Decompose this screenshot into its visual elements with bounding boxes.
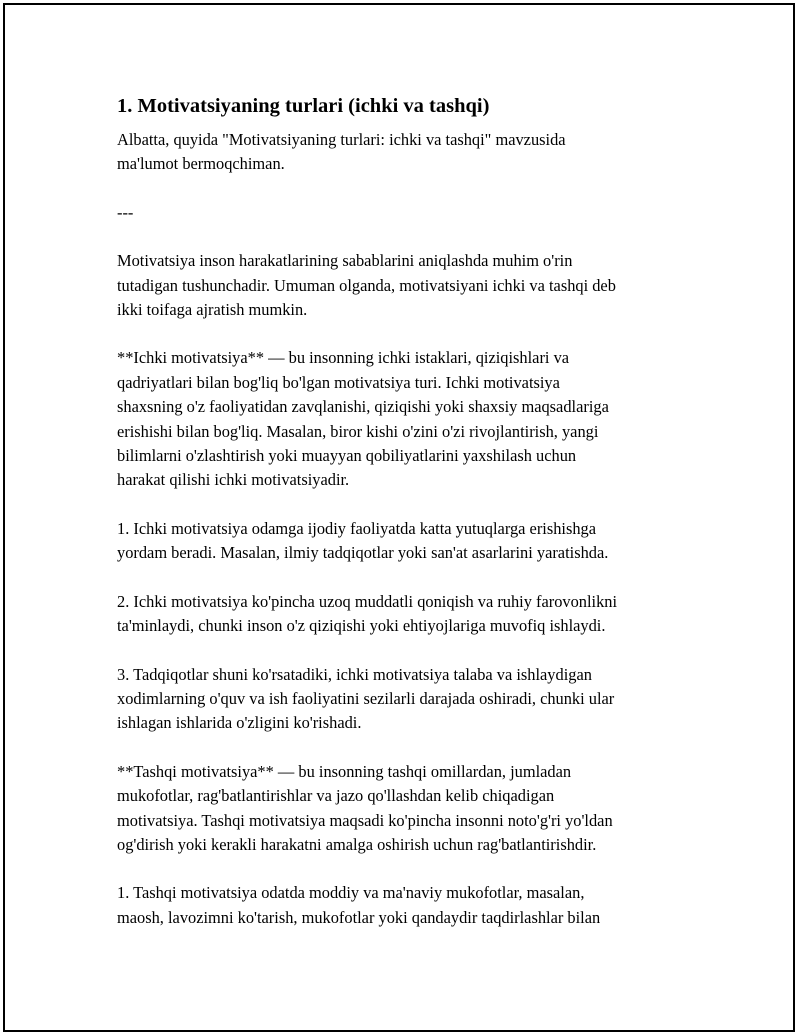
paragraph-line: Motivatsiya inson harakatlarining sabablarini aniqlashda muhim o'rin [117, 251, 573, 271]
paragraph [117, 881, 687, 930]
paragraph-line: qadriyatlari bilan bog'liq bo'lgan motivatsiya turi. Ichki motivatsiya [117, 372, 560, 392]
paragraph-line: erishishi bilan bog'liq. Masalan, biror kishi o'zini o'zi rivojlantirish, yangi [117, 421, 599, 441]
paragraph-line: xodimlarning o'quv va ish faoliyatini sezilarli darajada oshiradi, chunki ular [117, 688, 615, 708]
paragraph [117, 128, 687, 177]
document-heading: 1. Motivatsiyaning turlari (ichki va tashqi) [117, 95, 490, 117]
paragraph-line: og'dirish yoki kerakli harakatni amalga oshirish uchun rag'batlantirishdir. [117, 834, 597, 854]
paragraph-line: 1. Tashqi motivatsiya odatda moddiy va ma'naviy mukofotlar, masalan, [117, 883, 585, 903]
paragraph [117, 201, 687, 225]
document-body [117, 92, 687, 954]
paragraph-line: maosh, lavozimni ko'tarish, mukofotlar yoki qandaydir taqdirlashlar bilan [117, 907, 601, 927]
paragraph-line: bilimlarni o'zlashtirish yoki muayyan qobiliyatlarini yaxshilash uchun [117, 446, 577, 466]
paragraph-line: **Ichki motivatsiya** — bu insonning ichki istaklari, qiziqishlari va [117, 348, 570, 368]
paragraph-list [117, 128, 687, 930]
paragraph-line: motivatsiya. Tashqi motivatsiya maqsadi ko'pincha insonni noto'g'ri yo'ldan [117, 810, 613, 830]
paragraph [117, 517, 687, 566]
paragraph [117, 590, 687, 639]
paragraph [117, 249, 687, 322]
paragraph-line: 2. Ichki motivatsiya ko'pincha uzoq muddatli qoniqish va ruhiy farovonlikni [117, 591, 618, 611]
paragraph [117, 663, 687, 736]
paragraph-line: shaxsning o'z faoliyatidan zavqlanishi, qiziqishi yoki shaxsiy maqsadlariga [117, 397, 609, 417]
paragraph-line: ikki toifaga ajratish mumkin. [117, 300, 308, 320]
paragraph [117, 346, 687, 492]
paragraph-line: ma'lumot bermoqchiman. [117, 154, 285, 174]
paragraph-line: ishlagan ishlarida o'zligini ko'rishadi. [117, 713, 362, 733]
paragraph-line: 3. Tadqiqotlar shuni ko'rsatadiki, ichki motivatsiya talaba va ishlaydigan [117, 664, 592, 684]
paragraph-line: --- [117, 202, 134, 222]
paragraph-line: 1. Ichki motivatsiya odamga ijodiy faoliyatda katta yutuqlarga erishishga [117, 518, 597, 538]
paragraph-line: Albatta, quyida "Motivatsiyaning turlari: ichki va tashqi" mavzusida [117, 130, 566, 149]
paragraph [117, 760, 687, 858]
paragraph-line: harakat qilishi ichki motivatsiyadir. [117, 470, 350, 490]
paragraph-line: **Tashqi motivatsiya** — bu insonning tashqi omillardan, jumladan [117, 761, 572, 781]
paragraph-line: mukofotlar, rag'batlantirishlar va jazo qo'llashdan kelib chiqadigan [117, 786, 555, 806]
paragraph-line: tutadigan tushunchadir. Umuman olganda, motivatsiyani ichki va tashqi deb [117, 275, 616, 295]
paragraph-line: ta'minlaydi, chunki inson o'z qiziqishi yoki ehtiyojlariga muvofiq ishlaydi. [117, 616, 606, 636]
paragraph-line: yordam beradi. Masalan, ilmiy tadqiqotlar yoki san'at asarlarini yaratishda. [117, 543, 609, 563]
